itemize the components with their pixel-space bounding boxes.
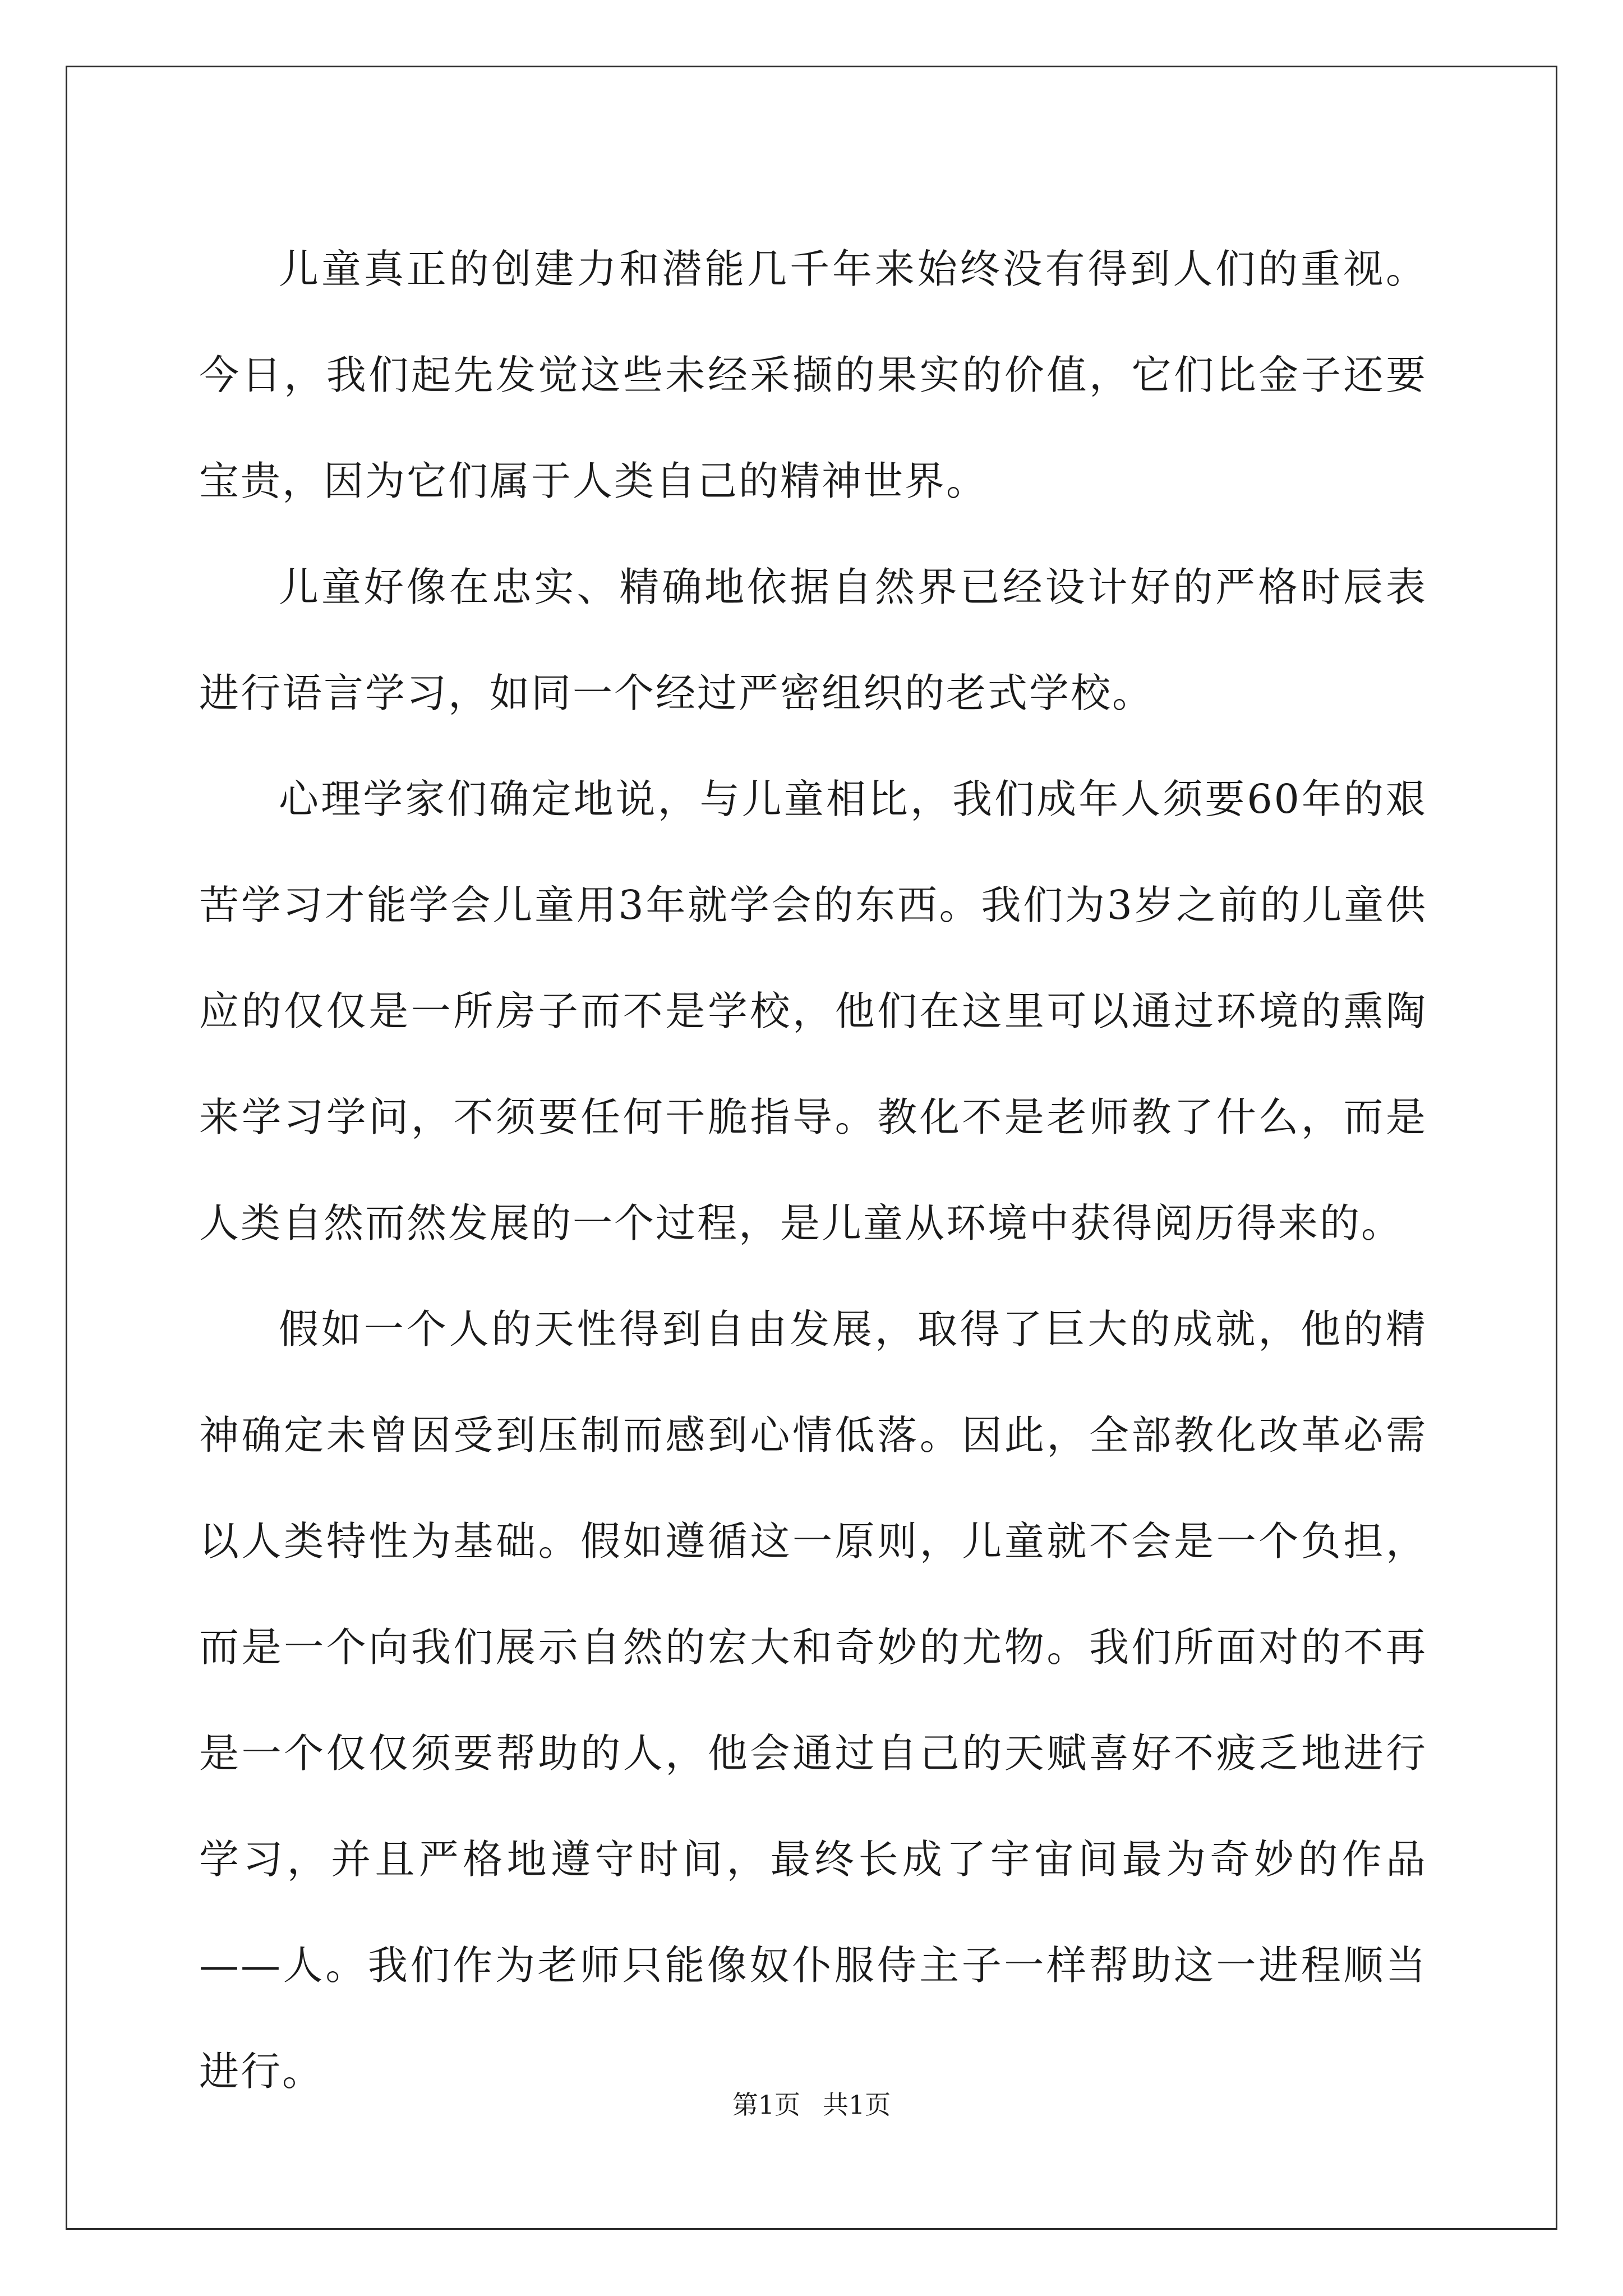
paragraph-3: 心理学家们确定地说，与儿童相比，我们成年人须要60年的艰苦学习才能学会儿童用3年就学会的东西。我们为3岁之前的儿童供应的仅仅是一所房子而不是学校，他们在这里可以通过环境的熏陶来学习学问，不须要任何干脆指导。教化不是老师教了什么，而是人类自然而然发展的一个过程，是儿童从环境中获得阅历得来的。 (199, 776, 1427, 1246)
document-body (199, 216, 1427, 2124)
page-number: 第1页 (732, 2090, 800, 2120)
paragraph-4: 假如一个人的天性得到自由发展，取得了巨大的成就，他的精神确定未曾因受到压制而感到心情低落。因此，全部教化改革必需以人类特性为基础。假如遵循这一原则，儿童就不会是一个负担，而是一个向我们展示自然的宏大和奇妙的尤物。我们所面对的不再是一个仅仅须要帮助的人，他会通过自己的天赋喜好不疲乏地进行学习，并且严格地遵守时间，最终长成了宇宙间最为奇妙的作品——人。我们作为老师只能像奴仆服侍主子一样帮助这一进程顺当进行。 (199, 1306, 1427, 2095)
paragraph-1: 儿童真正的创建力和潜能几千年来始终没有得到人们的重视。今日，我们起先发觉这些未经采撷的果实的价值，它们比金子还要宝贵，因为它们属于人类自己的精神世界。 (199, 246, 1427, 504)
page-footer (0, 2088, 1623, 2122)
paragraph-2: 儿童好像在忠实、精确地依据自然界已经设计好的严格时辰表进行语言学习，如同一个经过严密组织的老式学校。 (199, 564, 1427, 716)
page-total: 共1页 (823, 2090, 891, 2120)
